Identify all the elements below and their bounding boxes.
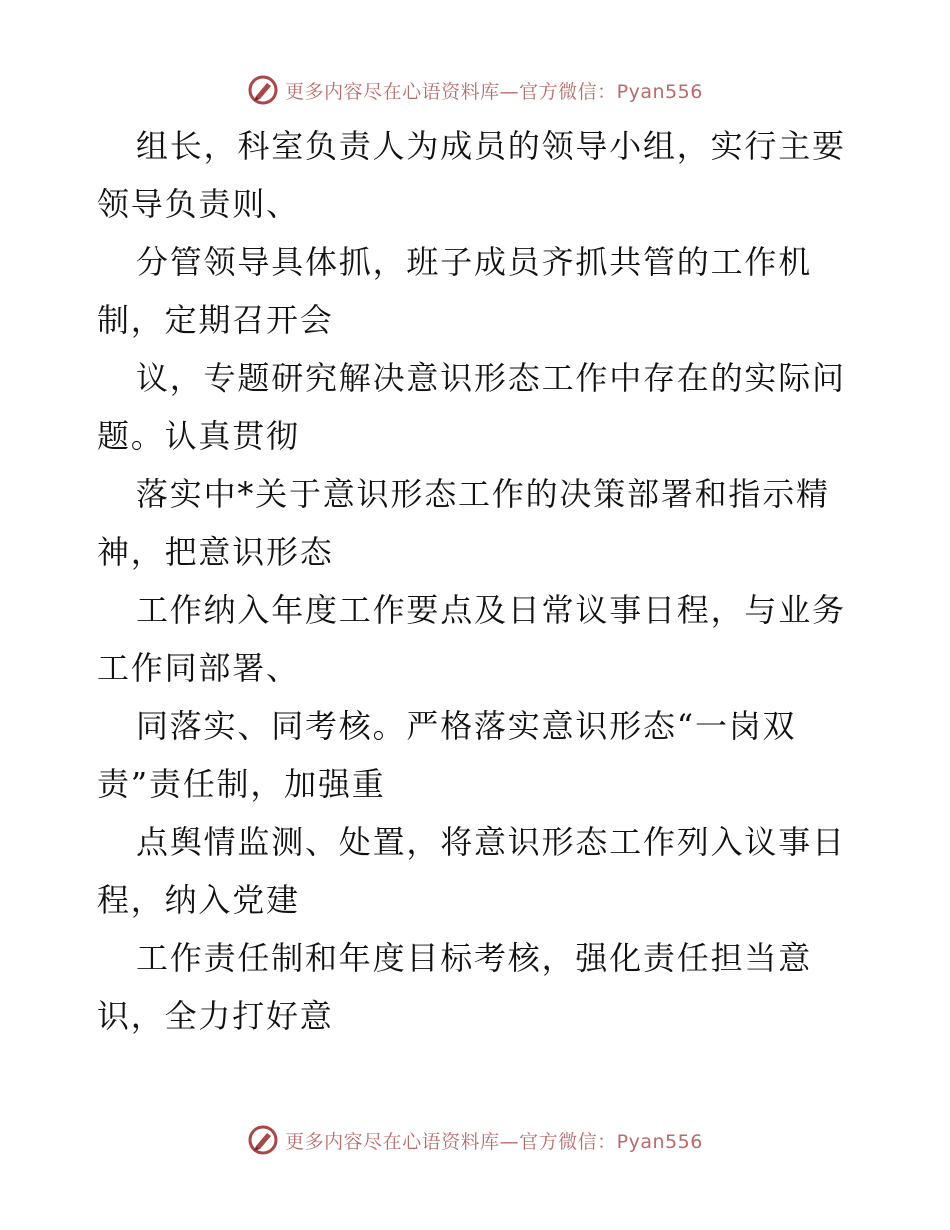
body-line: 程，纳入党建 — [97, 881, 300, 919]
header-watermark — [0, 70, 950, 110]
watermark-text: 更多内容尽在心语资料库—官方微信：Pyan556 — [285, 1130, 703, 1153]
body-line: 识，全力打好意 — [97, 997, 334, 1035]
pen-circle-logo-icon — [247, 74, 279, 106]
footer-watermark — [0, 1120, 950, 1160]
body-line: 组长，科室负责人为成员的领导小组，实行主要 — [136, 127, 846, 165]
body-line: 议，专题研究解决意识形态工作中存在的实际问 — [136, 359, 846, 397]
body-line: 工作同部署、 — [97, 649, 300, 687]
watermark-text: 更多内容尽在心语资料库—官方微信：Pyan556 — [285, 80, 703, 103]
body-line: 题。认真贯彻 — [97, 417, 300, 455]
body-line: 神，把意识形态 — [97, 533, 334, 571]
pen-circle-logo-icon — [247, 1124, 279, 1156]
body-line: 工作责任制和年度目标考核，强化责任担当意 — [136, 939, 813, 977]
body-line: 同落实、同考核。严格落实意识形态“一岗双 — [136, 707, 797, 745]
body-line: 分管领导具体抓，班子成员齐抓共管的工作机 — [136, 243, 813, 281]
body-line: 领导负责则、 — [97, 185, 300, 223]
body-line: 制，定期召开会 — [97, 301, 334, 339]
body-line: 落实中*关于意识形态工作的决策部署和指示精 — [136, 475, 830, 513]
body-line: 工作纳入年度工作要点及日常议事日程，与业务 — [136, 591, 846, 629]
body-line: 点舆情监测、处置，将意识形态工作列入议事日 — [136, 823, 846, 861]
body-line: 责”责任制，加强重 — [97, 765, 386, 803]
